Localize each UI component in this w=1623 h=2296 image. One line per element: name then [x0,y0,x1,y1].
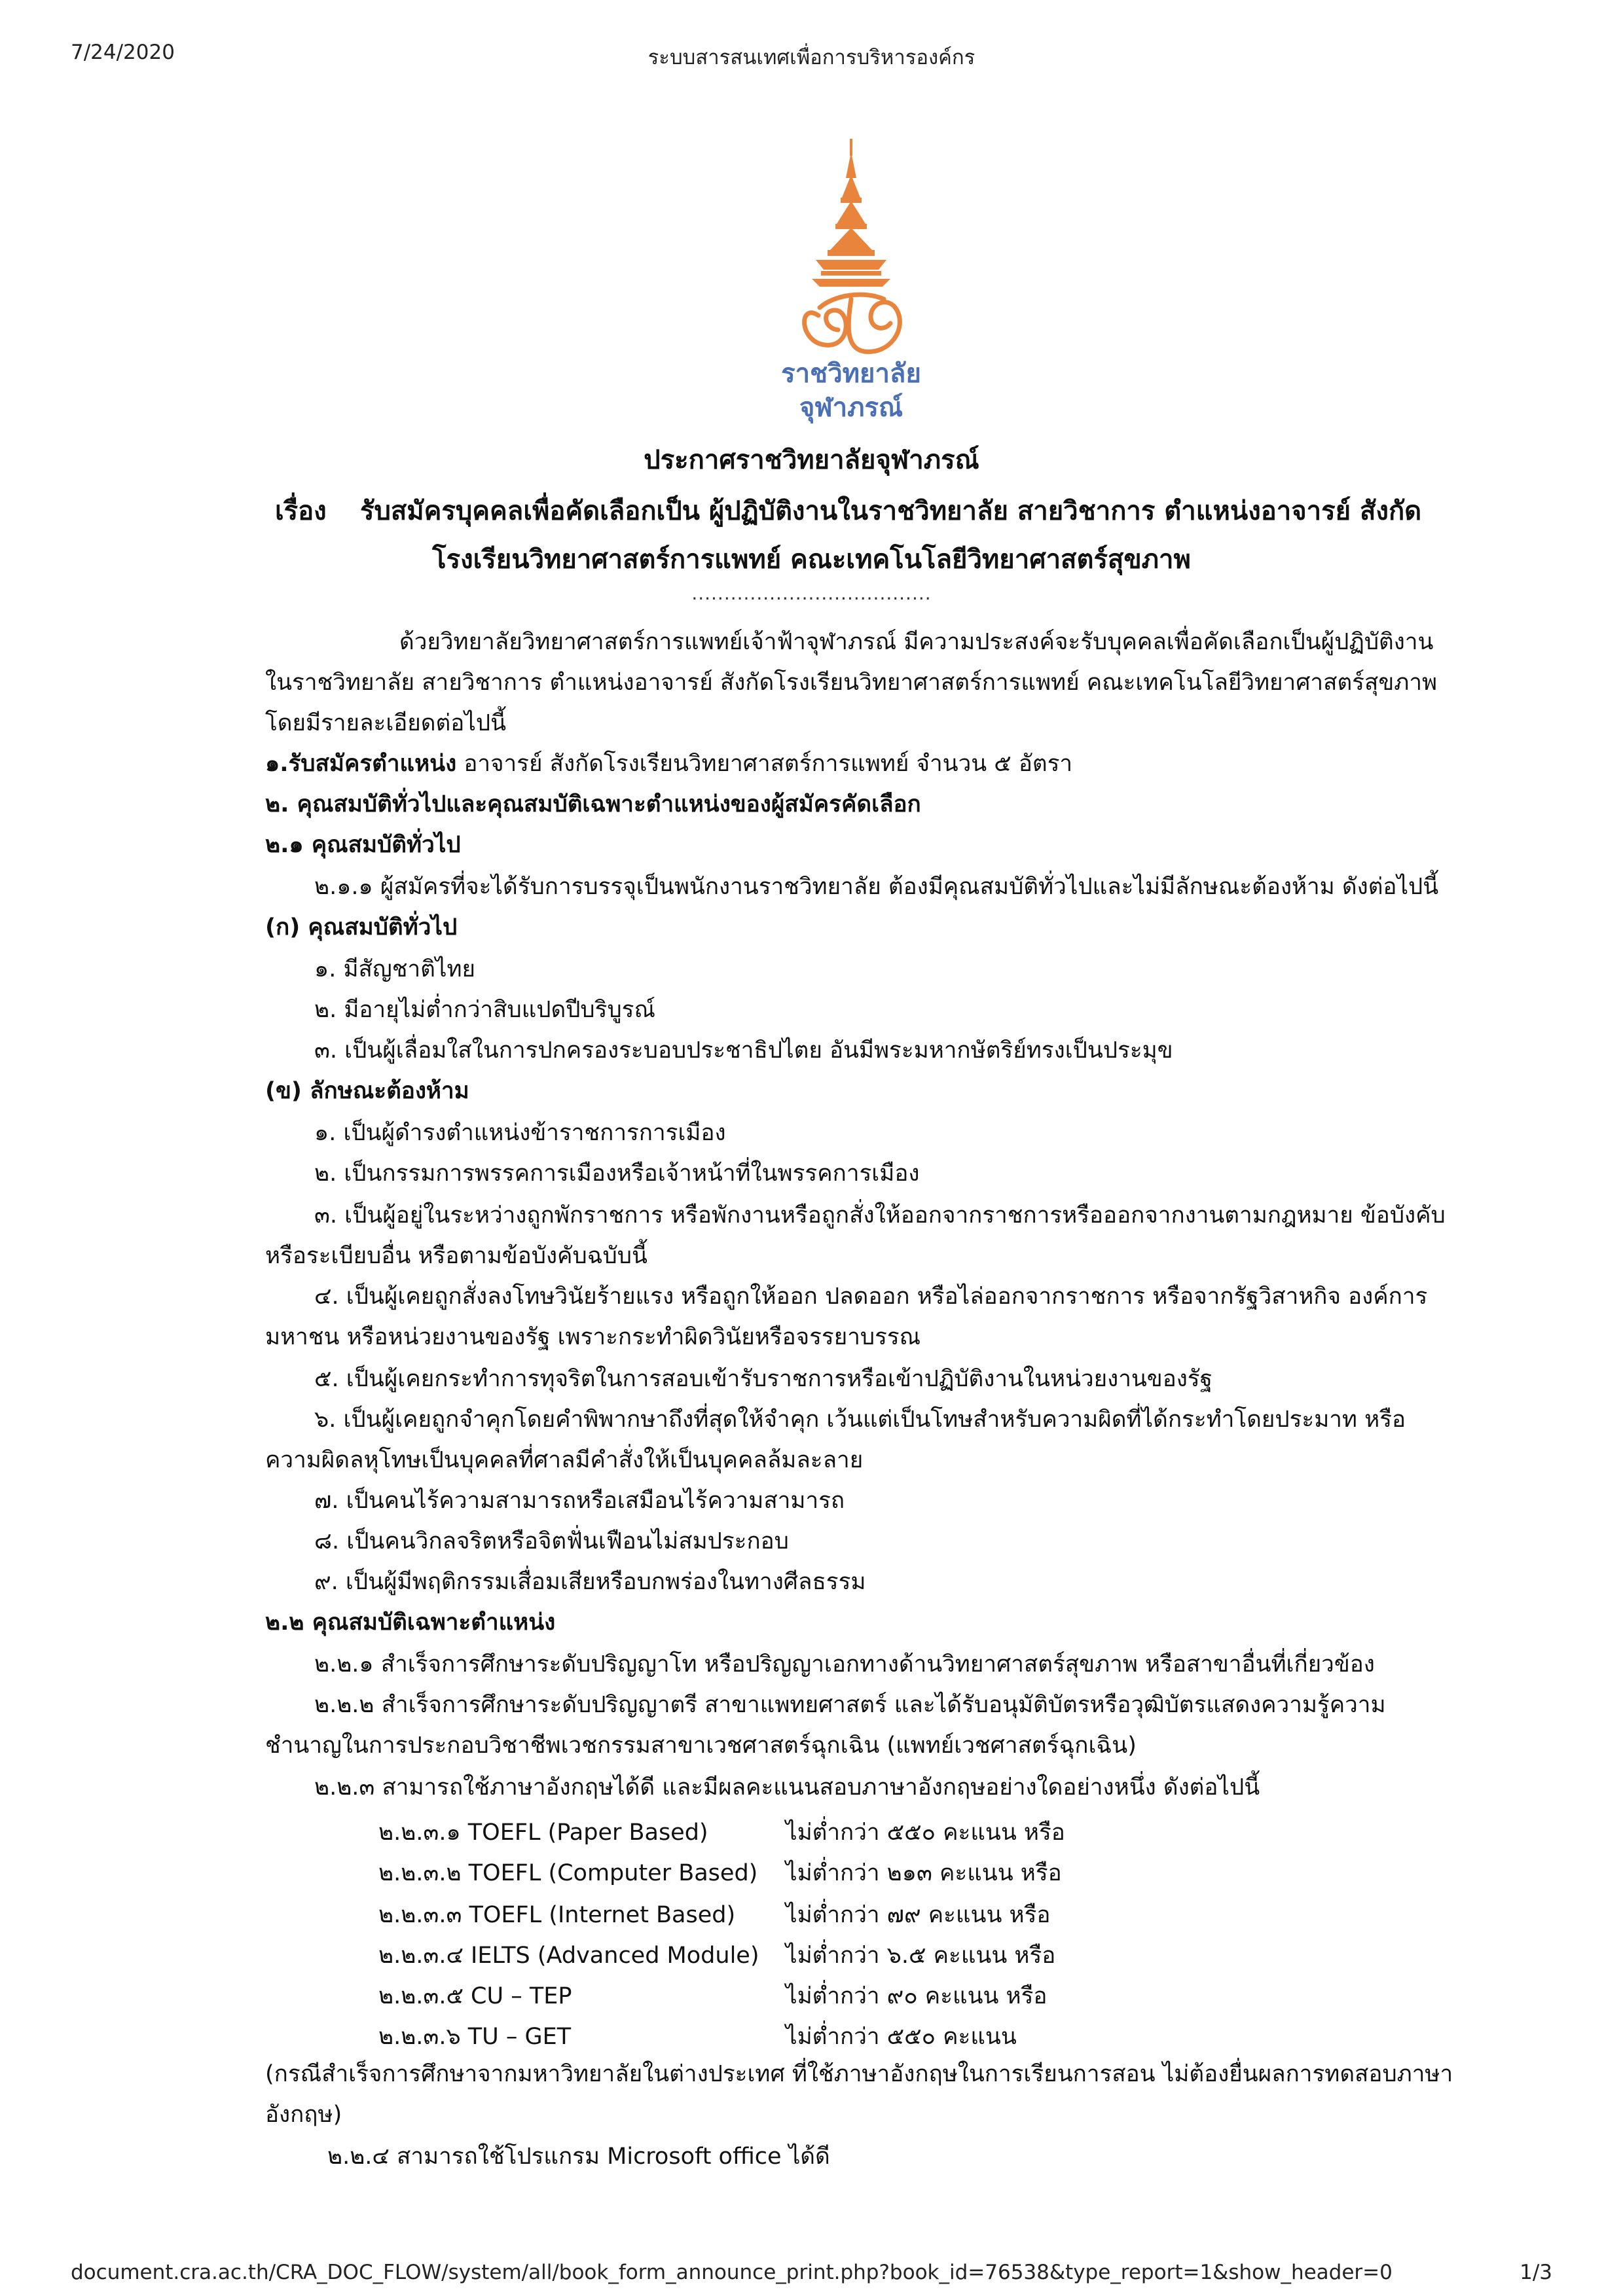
item-211: ๒.๑.๑ ผู้สมัครที่จะได้รับการบรรจุเป็นพนักงานราชวิทยาลัย ต้องมีคุณสมบัติทั่วไปและไม่มีลักษณะต้องห้าม ดังต่อไปนี้ [314,874,1439,900]
score-item-code: ๒.๒.๓.๓ TOEFL (Internet Based) [378,1902,736,1928]
item-224: ๒.๒.๔ สามารถใช้โปรแกรม Microsoft office ได้ดี [327,2144,830,2170]
note-line2: อังกฤษ) [265,2102,342,2128]
score-item-code: ๒.๒.๓.๖ TU – GET [378,2024,572,2050]
intro-line3: โดยมีรายละเอียดต่อไปนี้ [265,710,507,736]
list-item-a2: ๒. มีอายุไม่ต่ำกว่าสิบแปดปีบริบูรณ์ [314,997,655,1023]
list-item-b3-cont: หรือระเบียบอื่น หรือตามข้อบังคับฉบับนี้ [265,1243,647,1269]
item-223: ๒.๒.๓ สามารถใช้ภาษาอังกฤษได้ดี และมีผลคะแนนสอบภาษาอังกฤษอย่างใดอย่างหนึ่ง ดังต่อไปนี้ [314,1774,1260,1801]
score-item-code: ๒.๒.๓.๔ IELTS (Advanced Module) [378,1943,759,1969]
institution-logo [773,139,930,427]
list-item-b8: ๘. เป็นคนวิกลจริตหรือจิตฟั่นเฟือนไม่สมประกอบ [314,1528,789,1554]
score-item-code: ๒.๒.๓.๕ CU – TEP [378,1983,572,2009]
score-item-code: ๒.๒.๓.๑ TOEFL (Paper Based) [378,1820,708,1846]
section1-text: อาจารย์ สังกัดโรงเรียนวิทยาศาสตร์การแพทย์ จำนวน ๕ อัตรา [456,751,1073,777]
score-item-min: ไม่ต่ำกว่า ๙๐ คะแนน หรือ [786,1983,1048,2009]
list-item-b5: ๕. เป็นผู้เคยกระทำการทุจริตในการสอบเข้ารับราชการหรือเข้าปฏิบัติงานในหน่วยงานของรัฐ [314,1366,1213,1392]
logo-text-line2: จุฬาภรณ์ [799,393,903,423]
section2-heading: ๒. คุณสมบัติทั่วไปและคุณสมบัติเฉพาะตำแหน่งของผู้สมัครคัดเลือก [265,791,921,817]
list-item-b4-cont: มหาชน หรือหน่วยงานของรัฐ เพราะกระทำผิดวินัยหรือจรรยาบรรณ [265,1324,921,1350]
list-item-b2: ๒. เป็นกรรมการพรรคการเมืองหรือเจ้าหน้าที่ในพรรคการเมือง [314,1160,920,1187]
title-separator: ..................................... [691,583,932,604]
list-item-b6: ๖. เป็นผู้เคยถูกจำคุกโดยคำพิพากษาถึงที่สุดให้จำคุก เว้นแต่เป็นโทษสำหรับความผิดที่ได้กระทำโดยประมาท หรือ [314,1407,1406,1433]
score-item-min: ไม่ต่ำกว่า ๕๕๐ คะแนน [786,2024,1017,2050]
subject-label: เรื่อง [275,496,327,526]
list-item-b9: ๙. เป็นผู้มีพฤติกรรมเสื่อมเสียหรือบกพร่องในทางศีลธรรม [314,1569,866,1595]
note-line1: (กรณีสำเร็จการศึกษาจากมหาวิทยาลัยในต่างประเทศ ที่ใช้ภาษาอังกฤษในการเรียนการสอน ไม่ต้องยื่นผลการทดสอบภาษา [265,2061,1453,2087]
announcement-subject [275,490,1421,531]
list-item-b1: ๑. เป็นผู้ดำรงตำแหน่งข้าราชการการเมือง [314,1120,726,1146]
print-date: 7/24/2020 [71,41,175,64]
page-number: 1/3 [1520,2261,1552,2284]
print-url: document.cra.ac.th/CRA_DOC_FLOW/system/all/book_form_announce_print.php?book_id=76538&type_report=1&show_header=0 [71,2261,1393,2284]
logo-text-line1: ราชวิทยาลัย [781,359,921,389]
list-item-a3: ๓. เป็นผู้เลื่อมใสในการปกครองระบอบประชาธิปไตย อันมีพระมหากษัตริย์ทรงเป็นประมุข [314,1037,1173,1064]
item-222-cont: ชำนาญในการประกอบวิชาชีพเวชกรรมสาขาเวชศาสตร์ฉุกเฉิน (แพทย์เวชศาสตร์ฉุกเฉิน) [265,1732,1137,1759]
list-item-b3: ๓. เป็นผู้อยู่ในระหว่างถูกพักราชการ หรือพักงานหรือถูกสั่งให้ออกจากราชการหรือออกจากงานตามกฎหมาย ข้อบังคับ [314,1202,1446,1229]
system-name: ระบบสารสนเทศเพื่อการบริหารองค์กร [647,46,976,69]
score-item-min: ไม่ต่ำกว่า ๕๕๐ คะแนน หรือ [786,1820,1065,1846]
score-item-min: ไม่ต่ำกว่า ๒๑๓ คะแนน หรือ [786,1860,1062,1886]
section22-heading: ๒.๒ คุณสมบัติเฉพาะตำแหน่ง [265,1609,556,1636]
section1-label: ๑.รับสมัครตำแหน่ง [265,751,457,777]
group-a-heading: (ก) คุณสมบัติทั่วไป [265,914,458,941]
score-item-code: ๒.๒.๓.๒ TOEFL (Computer Based) [378,1860,758,1886]
score-item-min: ไม่ต่ำกว่า ๗๙ คะแนน หรือ [786,1902,1051,1928]
list-item-b4: ๔. เป็นผู้เคยถูกสั่งลงโทษวินัยร้ายแรง หรือถูกให้ออก ปลดออก หรือไล่ออกจากราชการ หรือจากรัฐวิสาหกิจ องค์การ [314,1283,1428,1310]
section1 [265,750,1072,778]
score-item-min: ไม่ต่ำกว่า ๖.๕ คะแนน หรือ [786,1943,1056,1969]
item-221: ๒.๒.๑ สำเร็จการศึกษาระดับปริญญาโท หรือปริญญาเอกทางด้านวิทยาศาสตร์สุขภาพ หรือสาขาอื่นที่เกี่ยวข้อง [314,1651,1375,1677]
subject-line1: รับสมัครบุคคลเพื่อคัดเลือกเป็น ผู้ปฏิบัติงานในราชวิทยาลัย สายวิชาการ ตำแหน่งอาจารย์ สังกัด [360,496,1422,526]
item-222: ๒.๒.๒ สำเร็จการศึกษาระดับปริญญาตรี สาขาแพทยศาสตร์ และได้รับอนุมัติบัตรหรือวุฒิบัตรแสดงความรู้ความ [314,1692,1386,1718]
list-item-a1: ๑. มีสัญชาติไทย [314,956,476,982]
section21-heading: ๒.๑ คุณสมบัติทั่วไป [265,832,461,858]
list-item-b7: ๗. เป็นคนไร้ความสามารถหรือเสมือนไร้ความสามารถ [314,1488,845,1514]
subject-line2: โรงเรียนวิทยาศาสตร์การแพทย์ คณะเทคโนโลยีวิทยาศาสตร์สุขภาพ [432,545,1191,575]
group-b-heading: (ข) ลักษณะต้องห้าม [265,1078,469,1104]
intro-line2: ในราชวิทยาลัย สายวิชาการ ตำแหน่งอาจารย์ สังกัดโรงเรียนวิทยาศาสตร์การแพทย์ คณะเทคโนโลยีวิทยาศาสตร์สุขภาพ [265,670,1438,696]
announcement-title: ประกาศราชวิทยาลัยจุฬาภรณ์ [644,445,979,475]
list-item-b6-cont: ความผิดลหุโทษเป็นบุคคลที่ศาลมีคำสั่งให้เป็นบุคคลล้มละลาย [265,1447,864,1473]
intro-line1: ด้วยวิทยาลัยวิทยาศาสตร์การแพทย์เจ้าฟ้าจุฬาภรณ์ มีความประสงค์จะรับบุคคลเพื่อคัดเลือกเป็นผู้ปฏิบัติงาน [399,629,1434,655]
